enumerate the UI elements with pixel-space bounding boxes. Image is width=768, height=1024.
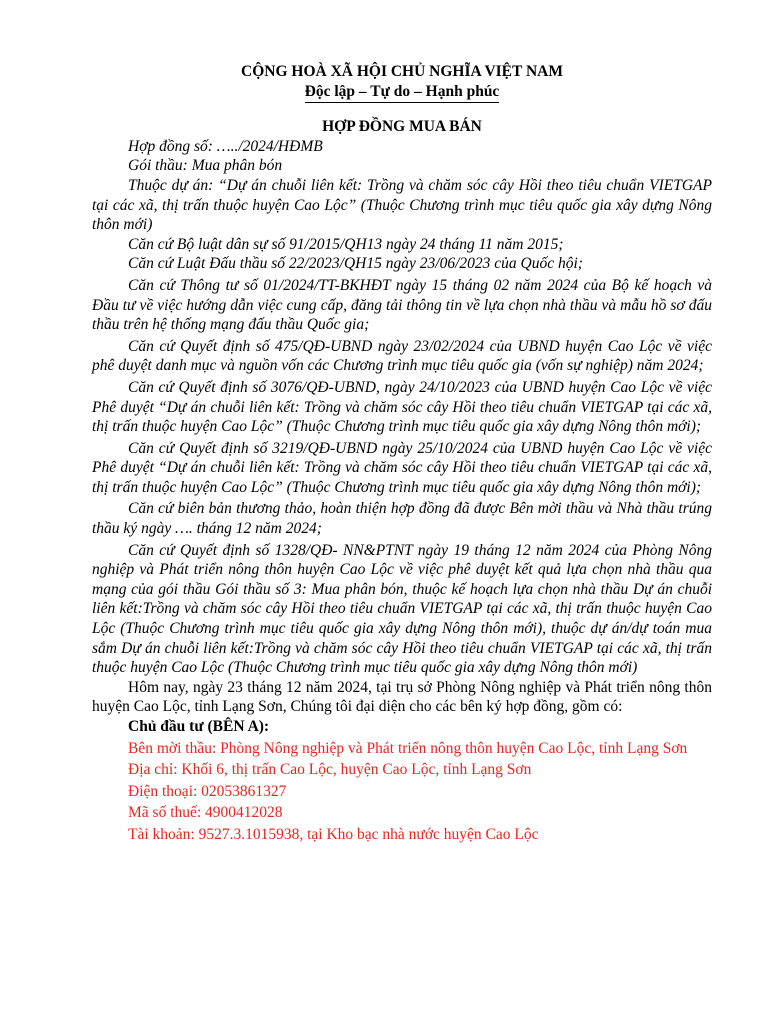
bid-package: Gói thầu: Mua phân bón <box>128 157 283 175</box>
legal-basis-item: Căn cứ Quyết định số 3076/QĐ-UBND, ngày 24/10/2023 của UBND huyện Cao Lộc về việc Phê duyệt “Dự án chuỗi liên kết: Trồng và chăm sóc cây Hồi theo tiêu chuẩn VIETGAP tại các xã, thị trấn thuộc huyện Cao Lộc” (Thuộc Chương trình mục tiêu quốc gia xây dựng Nông thôn mới); <box>92 378 712 436</box>
contract-number: Hợp đồng số: …../2024/HĐMB <box>128 137 323 155</box>
legal-basis-item: Căn cứ Quyết định số 475/QĐ-UBND ngày 23/02/2024 của UBND huyện Cao Lộc về việc phê duyệt danh mục và nguồn vốn các Chương trình mục tiêu quốc gia (vốn sự nghiệp) năm 2024; <box>92 337 712 375</box>
legal-basis-item: Căn cứ Quyết định số 1328/QĐ- NN&PTNT ngày 19 tháng 12 năm 2024 của Phòng Nông nghiệp và Phát triển nông thôn huyện Cao Lộc về việc phê duyệt kết quả lựa chọn nhà thầu qua mạng của gói thầu Gói thầu số 3: Mua phân bón, thuộc kế hoạch lựa chọn nhà thầu Dự án chuỗi liên kết:Trồng và chăm sóc cây Hồi theo tiêu chuẩn VIETGAP tại các xã, thị trấn thuộc huyện Cao Lộc (Thuộc Chương trình mục tiêu quốc gia xây dựng Nông thôn mới), thuộc dự án/dự toán mua sắm Dự án chuỗi liên kết:Trồng và chăm sóc cây Hồi theo tiêu chuẩn VIETGAP tại các xã, thị trấn thuộc huyện Cao Lộc (Thuộc Chương trình mục tiêu quốc gia xây dựng Nông thôn mới) <box>92 541 712 677</box>
contract-title: HỢP ĐỒNG MUA BÁN <box>322 118 482 136</box>
legal-basis-item: Căn cứ biên bản thương thảo, hoàn thiện hợp đồng đã được Bên mời thầu và Nhà thầu trúng thầu ký ngày …. tháng 12 năm 2024; <box>92 500 712 538</box>
motto-wrap <box>92 82 712 104</box>
project-description: Thuộc dự án: “Dự án chuỗi liên kết: Trồng và chăm sóc cây Hồi theo tiêu chuẩn VIETGAP tại các xã, thị trấn thuộc huyện Cao Lộc” (Thuộc Chương trình mục tiêu quốc gia xây dựng Nông thôn mới) <box>92 176 712 234</box>
legal-basis-item: Căn cứ Bộ luật dân sự số 91/2015/QH13 ngày 24 tháng 11 năm 2015; <box>128 235 564 253</box>
legal-basis-item: Căn cứ Quyết định số 3219/QĐ-UBND ngày 25/10/2024 của UBND huyện Cao Lộc về việc Phê duyệt “Dự án chuỗi liên kết: Trồng và chăm sóc cây Hồi theo tiêu chuẩn VIETGAP tại các xã, thị trấn thuộc huyện Cao Lộc” (Thuộc Chương trình mục tiêu quốc gia xây dựng Nông thôn mới); <box>92 439 712 496</box>
party-a-heading: Chủ đầu tư (BÊN A): <box>128 718 270 735</box>
party-a-inviter: Bên mời thầu: Phòng Nông nghiệp và Phát triển nông thôn huyện Cao Lộc, tỉnh Lạng Sơn <box>128 739 688 757</box>
contract-page <box>92 62 712 845</box>
national-motto: Độc lập – Tự do – Hạnh phúc <box>305 82 500 104</box>
country-heading: CỘNG HOÀ XÃ HỘI CHỦ NGHĨA VIỆT NAM <box>241 63 563 80</box>
legal-basis-item: Căn cứ Luật Đấu thầu số 22/2023/QH15 ngày 23/06/2023 của Quốc hội; <box>128 255 583 273</box>
party-a-address: Địa chỉ: Khối 6, thị trấn Cao Lộc, huyện Cao Lộc, tỉnh Lạng Sơn <box>128 761 532 779</box>
party-a-account: Tài khoản: 9527.3.1015938, tại Kho bạc nhà nước huyện Cao Lộc <box>128 825 539 843</box>
party-a-phone: Điện thoại: 02053861327 <box>128 782 287 800</box>
legal-basis-item: Căn cứ Thông tư số 01/2024/TT-BKHĐT ngày 15 tháng 02 năm 2024 của Bộ kế hoạch và Đầu tư về việc hướng dẫn việc cung cấp, đăng tải thông tin về lựa chọn nhà thầu và mẫu hồ sơ đấu thầu trên hệ thống mạng đấu thầu Quốc gia; <box>92 276 712 334</box>
meeting-intro: Hôm nay, ngày 23 tháng 12 năm 2024, tại trụ sở Phòng Nông nghiệp và Phát triển nông thôn huyện Cao Lộc, tỉnh Lạng Sơn, Chúng tôi đại diện cho các bên ký hợp đồng, gồm có: <box>92 678 712 716</box>
party-a-tax-code: Mã số thuế: 4900412028 <box>128 804 283 822</box>
